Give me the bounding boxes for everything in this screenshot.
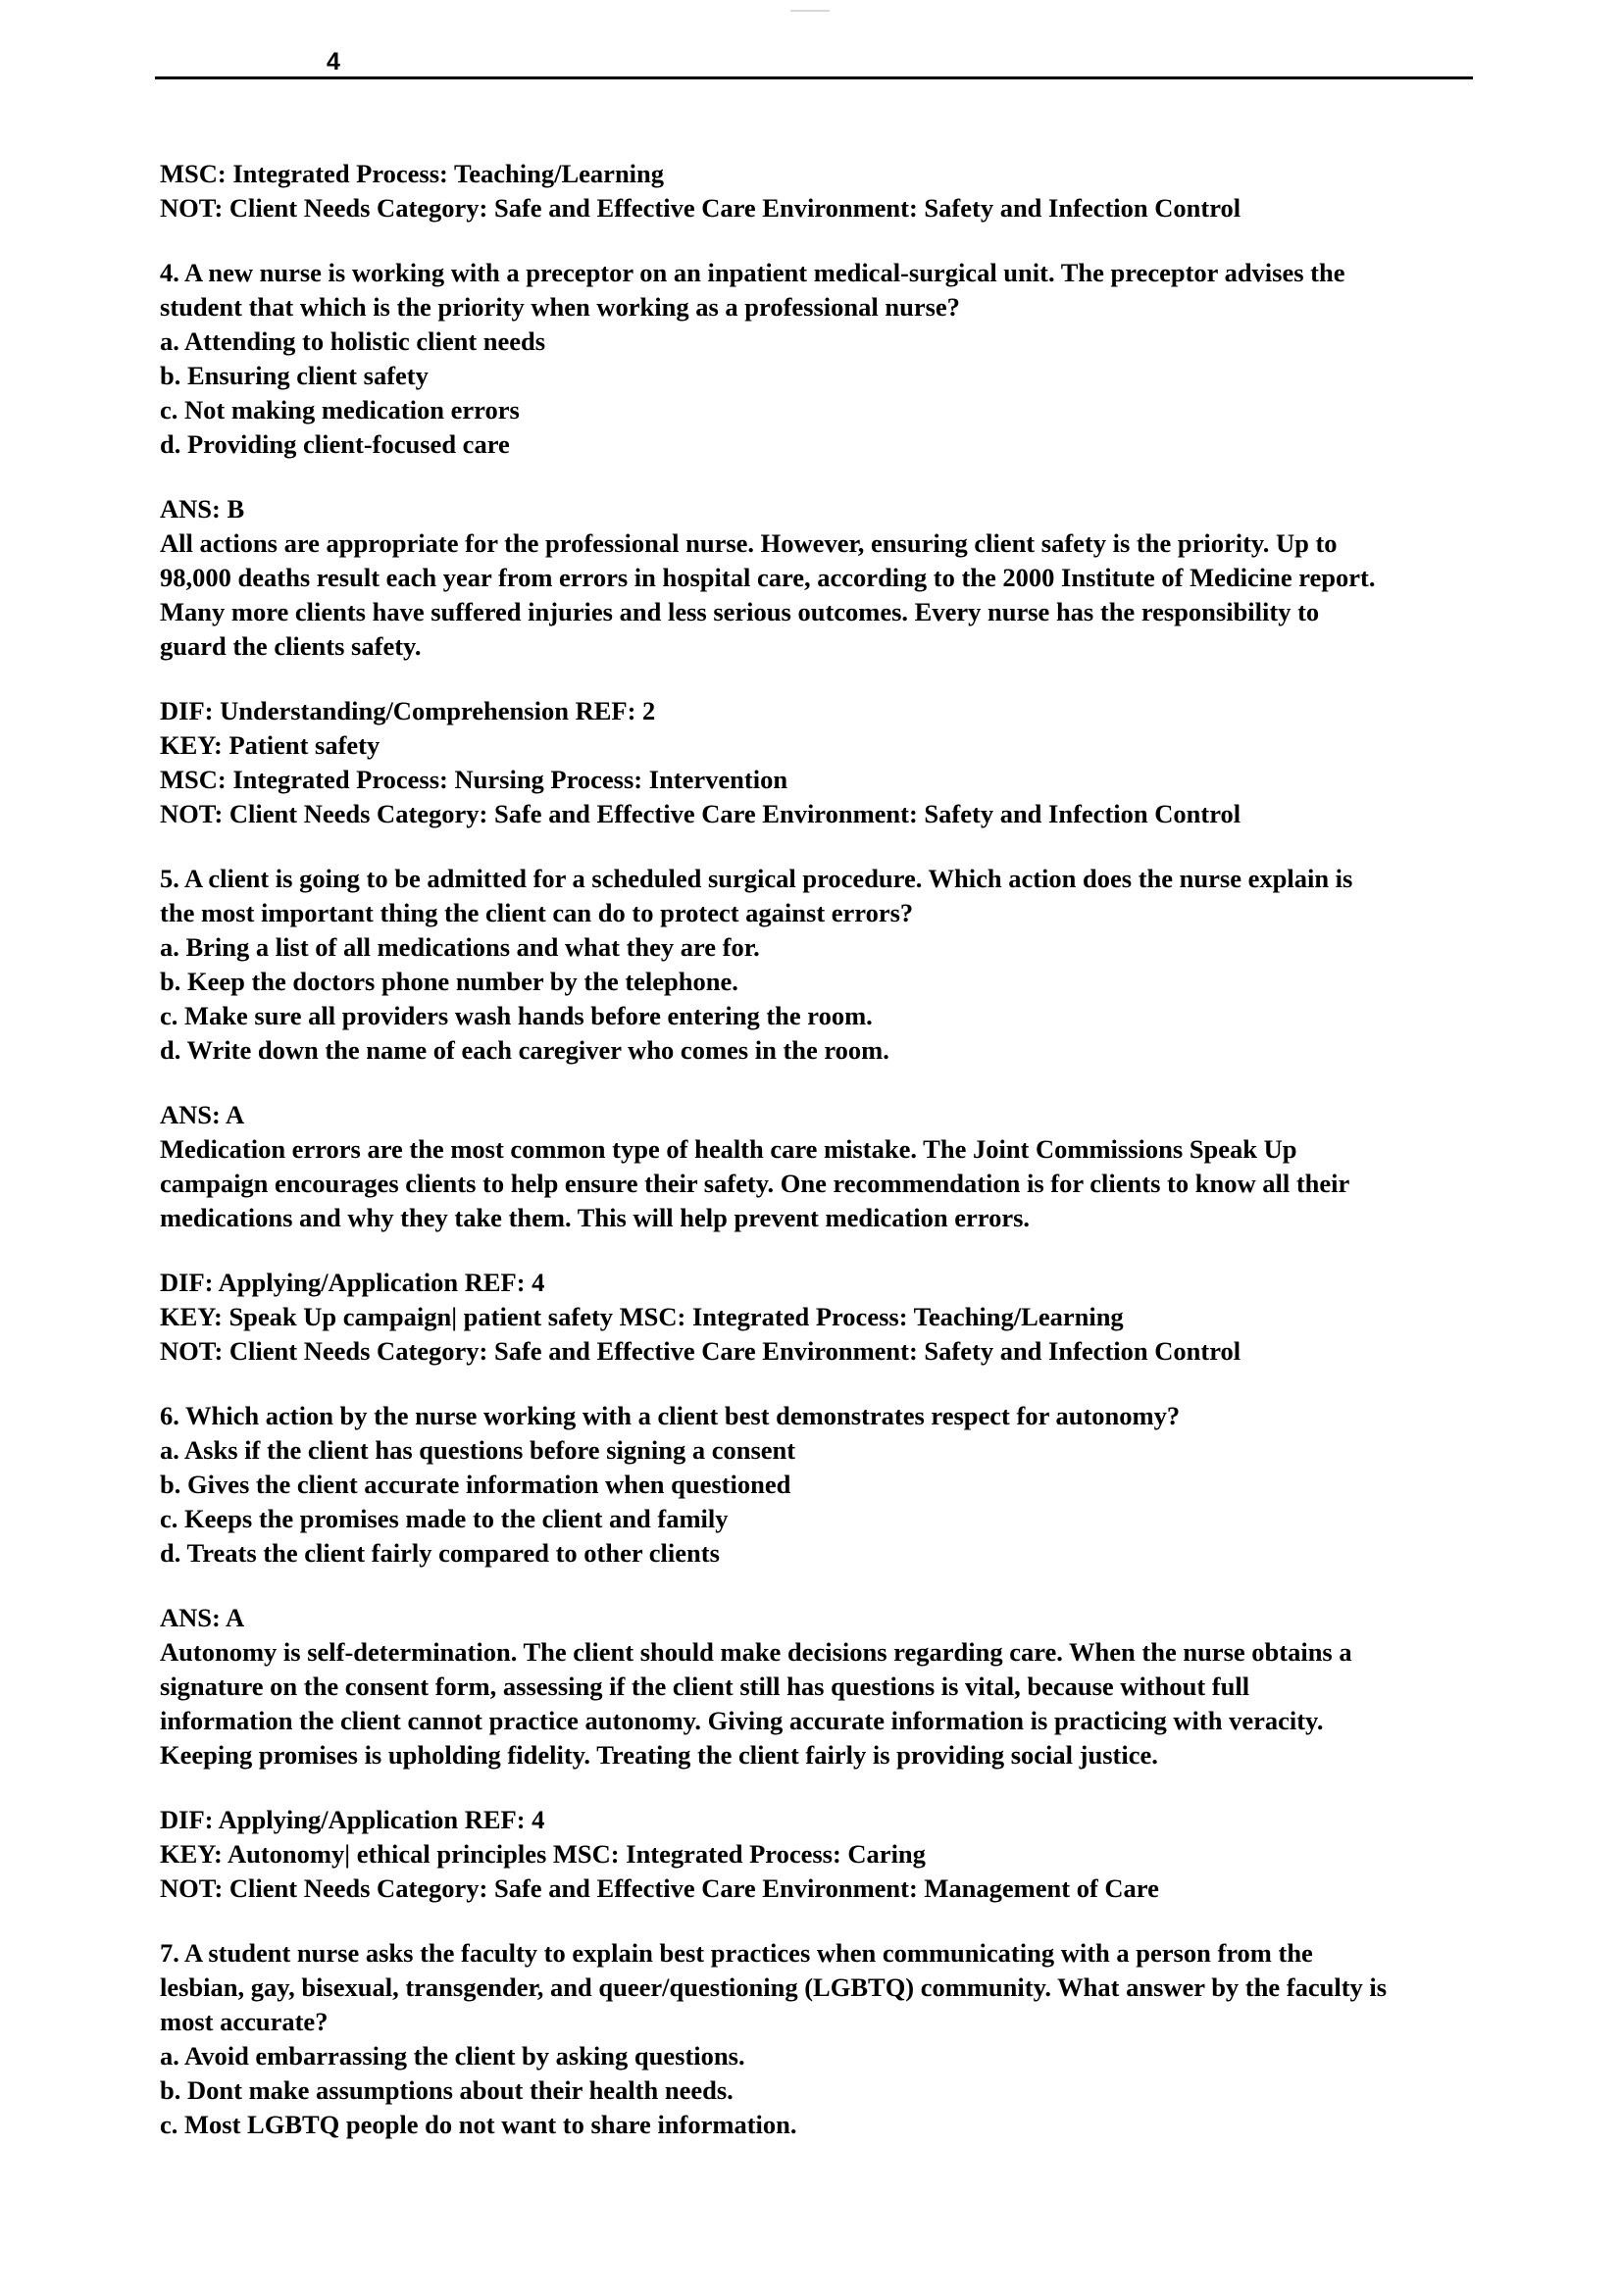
text-line: b. Keep the doctors phone number by the telephone. <box>160 967 738 996</box>
block-gap <box>160 1571 1479 1601</box>
text-line: 7. A student nurse asks the faculty to explain best practices when communicating with a person from the <box>160 1938 1313 1968</box>
block-q4 <box>160 256 1479 462</box>
header-rule <box>155 76 1473 79</box>
block-gap <box>160 1235 1479 1266</box>
text-line: NOT: Client Needs Category: Safe and Effective Care Environment: Safety and Infection Control <box>160 193 1241 223</box>
block-gap <box>160 664 1479 694</box>
text-line: c. Keeps the promises made to the client and family <box>160 1504 729 1533</box>
block-q7 <box>160 1936 1479 2142</box>
text-line: All actions are appropriate for the professional nurse. However, ensuring client safety is the priority. Up to <box>160 528 1338 558</box>
block-q5-meta <box>160 1266 1479 1369</box>
text-line: d. Write down the name of each caregiver who comes in the room. <box>160 1035 889 1065</box>
text-line: a. Attending to holistic client needs <box>160 326 546 356</box>
header-mark <box>790 10 830 12</box>
text-line: MSC: Integrated Process: Nursing Process: Intervention <box>160 765 788 794</box>
text-line: campaign encourages clients to help ensure their safety. One recommendation is for clients to know all their <box>160 1169 1350 1198</box>
block-q6-answer <box>160 1601 1479 1772</box>
block-gap <box>160 1068 1479 1098</box>
text-line: ANS: B <box>160 494 245 524</box>
block-q5-answer <box>160 1098 1479 1235</box>
text-line: d. Providing client-focused care <box>160 429 510 459</box>
text-line: 5. A client is going to be admitted for a scheduled surgical procedure. Which action does the nurse explain is <box>160 864 1353 893</box>
block-q4-meta <box>160 694 1479 831</box>
text-line: Many more clients have suffered injuries and less serious outcomes. Every nurse has the responsibility to <box>160 597 1320 626</box>
text-line: b. Gives the client accurate information when questioned <box>160 1470 791 1499</box>
document-body <box>160 157 1479 2142</box>
text-line: NOT: Client Needs Category: Safe and Effective Care Environment: Management of Care <box>160 1873 1159 1903</box>
text-line: b. Ensuring client safety <box>160 361 429 390</box>
block-gap <box>160 831 1479 862</box>
text-line: Keeping promises is upholding fidelity. Treating the client fairly is providing social justice. <box>160 1740 1158 1770</box>
block-gap <box>160 1772 1479 1803</box>
text-line: NOT: Client Needs Category: Safe and Effective Care Environment: Safety and Infection Control <box>160 1336 1241 1366</box>
text-line: KEY: Speak Up campaign| patient safety MSC: Integrated Process: Teaching/Learning <box>160 1302 1124 1331</box>
block-gap <box>160 1369 1479 1399</box>
text-line: Medication errors are the most common type of health care mistake. The Joint Commissions Speak Up <box>160 1134 1297 1164</box>
text-line: medications and why they take them. This will help prevent medication errors. <box>160 1203 1031 1232</box>
block-q5 <box>160 862 1479 1068</box>
text-line: most accurate? <box>160 2007 329 2036</box>
text-line: c. Not making medication errors <box>160 395 520 424</box>
text-line: 98,000 deaths result each year from errors in hospital care, according to the 2000 Institute of Medicine report. <box>160 563 1376 592</box>
text-line: c. Most LGBTQ people do not want to share information. <box>160 2110 797 2139</box>
text-line: KEY: Patient safety <box>160 730 380 760</box>
text-line: lesbian, gay, bisexual, transgender, and queer/questioning (LGBTQ) community. What answer by the faculty is <box>160 1972 1388 2002</box>
text-line: a. Avoid embarrassing the client by asking questions. <box>160 2041 745 2071</box>
text-line: KEY: Autonomy| ethical principles MSC: Integrated Process: Caring <box>160 1839 926 1869</box>
block-prev-meta <box>160 157 1479 225</box>
text-line: b. Dont make assumptions about their health needs. <box>160 2075 734 2105</box>
text-line: the most important thing the client can do to protect against errors? <box>160 898 914 927</box>
block-gap <box>160 225 1479 256</box>
text-line: ANS: A <box>160 1100 245 1129</box>
text-line: Autonomy is self-determination. The client should make decisions regarding care. When the nurse obtains a <box>160 1637 1352 1667</box>
text-line: signature on the consent form, assessing if the client still has questions is vital, because without full <box>160 1672 1250 1701</box>
text-line: student that which is the priority when working as a professional nurse? <box>160 292 960 322</box>
text-line: a. Asks if the client has questions before signing a consent <box>160 1435 796 1465</box>
text-line: MSC: Integrated Process: Teaching/Learning <box>160 159 665 188</box>
text-line: c. Make sure all providers wash hands before entering the room. <box>160 1001 873 1030</box>
block-q4-answer <box>160 492 1479 664</box>
block-q6 <box>160 1399 1479 1571</box>
block-q6-meta <box>160 1803 1479 1906</box>
text-line: ANS: A <box>160 1603 245 1632</box>
text-line: 6. Which action by the nurse working with a client best demonstrates respect for autonomy? <box>160 1401 1181 1430</box>
text-line: information the client cannot practice autonomy. Giving accurate information is practicing with veracity. <box>160 1706 1324 1735</box>
text-line: DIF: Understanding/Comprehension REF: 2 <box>160 696 656 725</box>
text-line: DIF: Applying/Application REF: 4 <box>160 1805 545 1834</box>
text-line: 4. A new nurse is working with a preceptor on an inpatient medical-surgical unit. The preceptor advises the <box>160 258 1345 287</box>
block-gap <box>160 1906 1479 1936</box>
page-number: 4 <box>327 48 340 75</box>
text-line: NOT: Client Needs Category: Safe and Effective Care Environment: Safety and Infection Control <box>160 799 1241 828</box>
text-line: guard the clients safety. <box>160 631 422 661</box>
text-line: d. Treats the client fairly compared to other clients <box>160 1538 720 1568</box>
text-line: a. Bring a list of all medications and what they are for. <box>160 932 760 962</box>
text-line: DIF: Applying/Application REF: 4 <box>160 1268 545 1297</box>
block-gap <box>160 462 1479 492</box>
